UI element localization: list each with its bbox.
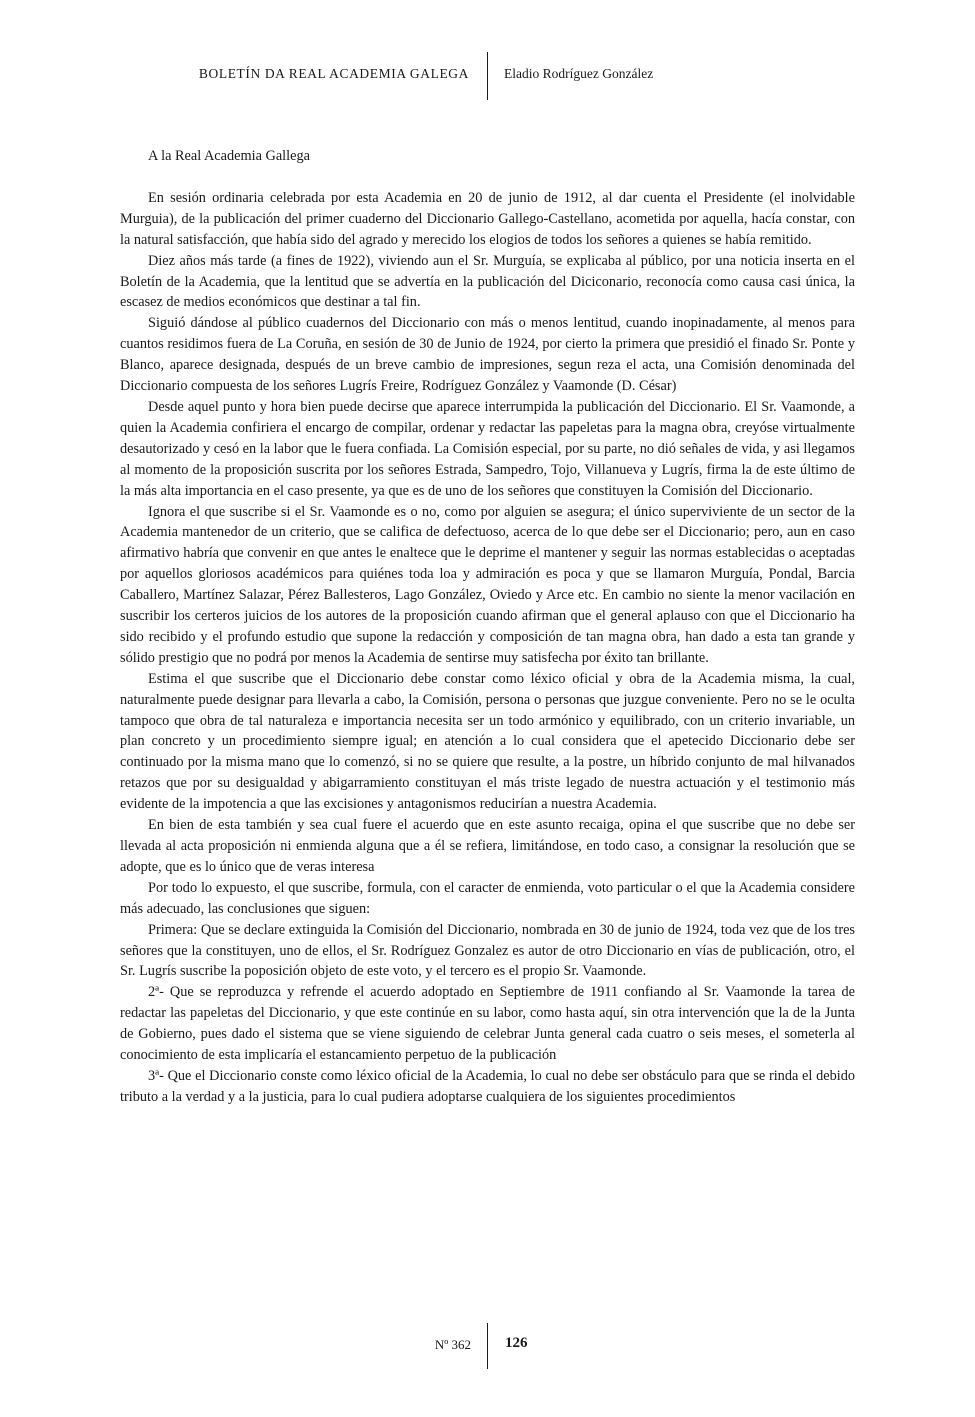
letter-body — [120, 146, 855, 1108]
header-divider — [487, 52, 488, 100]
conclusion-third: 3ª- Que el Diccionario conste como léxico oficial de la Academia, lo cual no debe ser obstáculo para que se rinda el debido tributo a la verdad y a la justicia, para lo cual pudiera adoptarse cualquiera de los siguientes procedimientos — [120, 1067, 855, 1105]
footer-divider — [487, 1323, 488, 1369]
issue-number: Nº 362 — [434, 1337, 471, 1352]
paragraph: Diez años más tarde (a fines de 1922), viviendo aun el Sr. Murguía, se explicaba al público, por una noticia inserta en el Boletín de la Academia, que la lentitud que se advertía en la publicación del Diciconario, reconocía como causa casi única, la escasez de medios económicos que destinar a tal fin. — [120, 252, 855, 311]
journal-title: BOLETÍN DA REAL ACADEMIA GALEGA — [198, 66, 469, 81]
paragraph: Desde aquel punto y hora bien puede decirse que aparece interrumpida la publicación del Diccionario. El Sr. Vaamonde, a quien la Academia confiriera el encargo de compilar, ordenar y redactar las papeletas para la magna obra, creyóse virtualmente desautorizado y cesó en la labor que le fuera confiada. La Comisión especial, por su parte, no dió señales de vida, y asi llegamos al momento de la proposición suscrita por los señores Estrada, Sampedro, Tojo, Villanueva y Lugrís, firma la de este último de la más alta importancia en el caso presente, ya que es de uno de los señores que constituyen la Comisión del Diccionario. — [120, 398, 855, 499]
article-author: Eladio Rodríguez González — [504, 66, 654, 81]
paragraph: Por todo lo expuesto, el que suscribe, formula, con el caracter de enmienda, voto particular o el que la Academia considere más adecuado, las conclusiones que siguen: — [120, 879, 855, 917]
conclusion-second: 2ª- Que se reproduzca y refrende el acuerdo adoptado en Septiembre de 1911 confiando al Sr. Vaamonde la tarea de redactar las papeletas del Diccionario, y que este continúe en su labor, como hasta aquí, sin otra intervención que la de la Junta de Gobierno, pues dado el sistema que se viene siguiendo de celebrar Junta general cada cuatro o seis meses, el someterla al conocimiento de esta implicaría el estancamiento perpetuo de la publicación — [120, 984, 855, 1064]
salutation: A la Real Academia Gallega — [148, 148, 310, 164]
paragraph: En bien de esta también y sea cual fuere el acuerdo que en este asunto recaiga, opina el que suscribe que no debe ser llevada al acta proposición ni enmienda alguna que a él se refiera, limitándose, en todo caso, a consignar la resolución que se adopte, que es lo único que de veras interesa — [120, 817, 855, 875]
paragraph: Estima el que suscribe que el Diccionario debe constar como léxico oficial y obra de la Academia misma, la cual, naturalmente puede designar para llevarla a cabo, la Comisión, persona o personas que juzgue conveniente. Pero no se le oculta tampoco que obra de tal naturaleza e importancia necesita ser un todo armónico y equilibrado, con un criterio invariable, un plan concreto y un procedimiento siempre igual; en atención a lo cual considera que el apetecido Diccionario debe ser continuado por la misma mano que lo comenzó, si no se quiere que resulte, a la postre, un híbrido conjunto de mal hilvanados retazos que por su desigualdad y abigarramiento constituyan el más triste legado de nuestra actuación y el testimonio más evidente de la impotencia a que las excisiones y antagonismos reducirían a nuestra Academia. — [120, 670, 855, 813]
paragraph: En sesión ordinaria celebrada por esta Academia en 20 de junio de 1912, al dar cuenta el Presidente (el inolvidable Murguia), de la publicación del primer cuaderno del Diccionario Gallego-Castellano, acometida por aquella, hacía constar, con la natural satisfacción, que había sido del agrado y merecido los elogios de todos los señores a quienes se había remitido. — [120, 189, 855, 248]
paragraph: Siguió dándose al público cuadernos del Diccionario con más o menos lentitud, cuando inopinadamente, al menos para cuantos residimos fuera de La Coruña, en sesión de 30 de Junio de 1924, por cierto la primera que presidió el finado Sr. Ponte y Blanco, aparece designada, después de un breve cambio de impresiones, segun reza el acta, una Comisión denominada del Diccionario compuesta de los señores Lugrís Freire, Rodríguez González y Vaamonde (D. César) — [120, 315, 855, 395]
conclusion-first: Primera: Que se declare extinguida la Comisión del Diccionario, nombrada en 30 de junio de 1924, toda vez que de los tres señores que la constituyen, uno de ellos, el Sr. Rodríguez Gonzalez es autor de otro Diccionario en vías de publicación, otro, el Sr. Lugrís suscribe la poposición objeto de este voto, y el tercero es el propio Sr. Vaamonde. — [120, 921, 855, 980]
running-footer — [0, 1323, 975, 1369]
running-header — [0, 52, 975, 100]
paragraph: Ignora el que suscribe si el Sr. Vaamonde es o no, como por alguien se asegura; el único superviviente de un sector de la Academia mantenedor de un criterio, que se califica de defectuoso, acerca de lo que debe ser el Diccionario; pero, aun en caso afirmativo habría que convenir en que antes le enaltece que le deprime el mantener y seguir las normas establecidas o aceptadas por aquellos gloriosos académicos para quiénes toda loa y admiración es poca y que se llamaron Murguía, Pondal, Barcia Caballero, Martínez Salazar, Pérez Ballesteros, Lago González, Oviedo y Arce etc. En cambio no siente la menor vacilación en suscribir los certeros juicios de los autores de la proposición cuando afirman que el general aplauso con que el Diccionario ha sido recibido y el profundo estudio que supone la redacción y composición de tan magna obra, han dado a esta tan grande y sólido prestigio que no podrá por menos la Academia de sentirse muy satisfecha por éxito tan brillante. — [120, 503, 855, 666]
page-number: 126 — [505, 1335, 528, 1351]
